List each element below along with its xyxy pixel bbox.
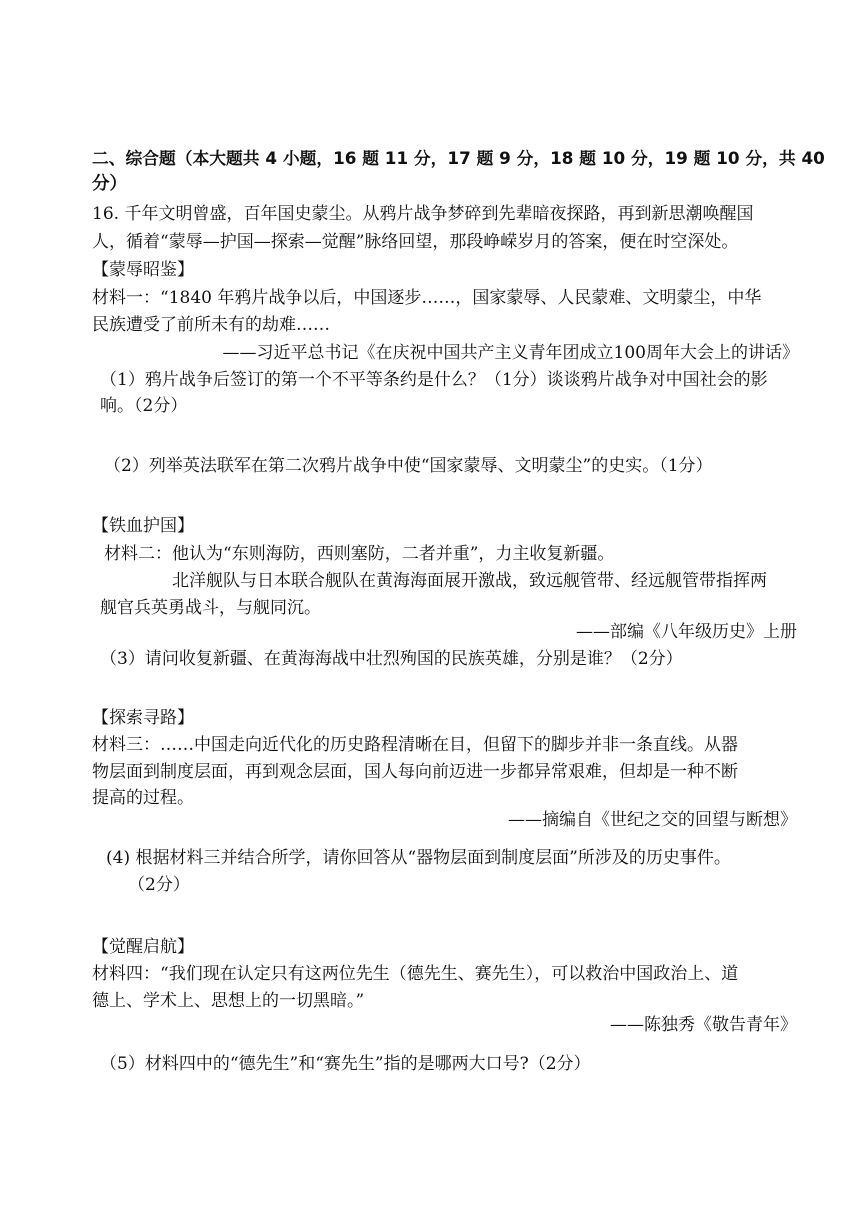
part4-material-line1: 材料四：“我们现在认定只有这两位先生（德先生、赛先生），可以救治中国政治上、道 [92, 964, 739, 984]
question-4-line1: (4) 根据材料三并结合所学，请你回答从“器物层面到制度层面”所涉及的历史事件。 [106, 848, 731, 868]
question-1-line2: 响。（2分） [100, 396, 188, 416]
part4-material-line2: 德上、学术上、思想上的一切黑暗。” [92, 991, 365, 1011]
part1-material-line2: 民族遭受了前所未有的劫难…… [92, 315, 330, 335]
part2-material-line2: 北洋舰队与日本联合舰队在黄海海面展开激战，致远舰管带、经远舰管带指挥两 [172, 571, 767, 591]
question-3: （3）请问收复新疆、在黄海海战中壮烈殉国的民族英雄，分别是谁？（2分） [100, 649, 683, 669]
part2-material-line3: 舰官兵英勇战斗，与舰同沉。 [100, 598, 321, 618]
part2-material-line1: 材料二：他认为“东则海防，西则塞防，二者并重”，力主收复新疆。 [104, 544, 615, 564]
part1-material-line1: 材料一：“1840 年鸦片战争以后，中国逐步……，国家蒙辱、人民蒙难、文明蒙尘，中华 [92, 288, 762, 308]
part3-material-line2: 物层面到制度层面，再到观念层面，国人每向前迈进一步都异常艰难，但却是一种不断 [92, 762, 738, 782]
part4-heading: 【觉醒启航】 [92, 937, 194, 957]
section-title-line1: 二、综合题（本大题共 4 小题，16 题 11 分，17 题 9 分，18 题 10 分，19 题 10 分，共 40 [92, 148, 825, 168]
question-4-line2: （2分） [128, 875, 190, 895]
question-5: （5）材料四中的“德先生”和“赛先生”指的是哪两大口号?（2分） [100, 1054, 591, 1074]
part3-heading: 【探索寻路】 [92, 708, 194, 728]
section-title-line2: 分） [92, 174, 127, 194]
part2-source: ——部编《八年级历史》上册 [576, 622, 797, 642]
part1-heading: 【蒙辱昭鉴】 [92, 260, 194, 280]
part3-material-line1: 材料三：……中国走向近代化的历史路程清晰在目，但留下的脚步并非一条直线。从器 [92, 735, 738, 755]
part4-source: ——陈独秀《敬告青年》 [610, 1015, 797, 1035]
part2-heading: 【铁血护国】 [92, 516, 194, 536]
part3-source: ——摘编自《世纪之交的回望与断想》 [508, 810, 797, 830]
part3-material-line3: 提高的过程。 [92, 788, 194, 808]
question-1-line1: （1）鸦片战争后签订的第一个不平等条约是什么？（1分）谈谈鸦片战争对中国社会的影 [100, 370, 768, 390]
q16-intro-line2: 人，循着“蒙辱—护国—探索—觉醒”脉络回望，那段峥嵘岁月的答案，便在时空深处。 [92, 232, 739, 252]
q16-intro-line1: 16. 千年文明曾盛，百年国史蒙尘。从鸦片战争梦碎到先辈暗夜探路，再到新思潮唤醒国 [92, 204, 754, 224]
question-2: （2）列举英法联军在第二次鸦片战争中使“国家蒙辱、文明蒙尘”的史实。（1分） [104, 456, 713, 476]
part1-source: ——习近平总书记《在庆祝中国共产主义青年团成立100周年大会上的讲话》 [222, 343, 799, 363]
